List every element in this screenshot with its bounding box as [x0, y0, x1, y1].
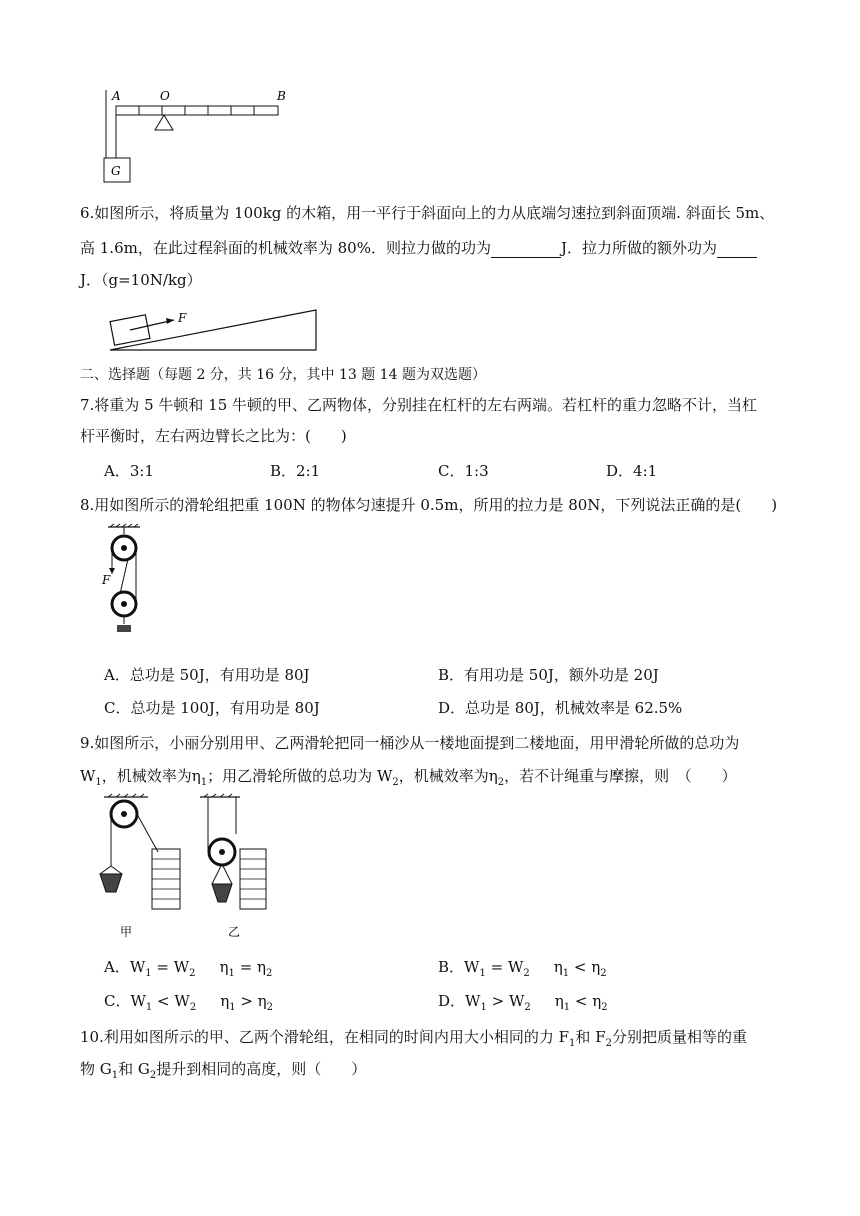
q8-option-b[interactable]: B．有用功是 50J，额外功是 20J — [438, 666, 659, 684]
incline-figure — [104, 306, 324, 356]
fig-label-jia: 甲 — [120, 925, 133, 939]
incline-label-f: F — [178, 311, 187, 325]
q6-line3: J．（g=10N/kg） — [80, 271, 202, 289]
lever-label-a: A — [112, 89, 121, 103]
fig-label-yi: 乙 — [228, 925, 241, 939]
q9-option-d[interactable]: D．$W_1 > W_2$ $\eta_1 < \eta_2$ — [438, 992, 608, 1013]
q6-blank-2[interactable] — [717, 241, 757, 258]
pulley-jia-yi-figure — [96, 794, 286, 944]
lever-label-g: G — [111, 164, 121, 178]
q8-line1: 8.用如图所示的滑轮组把重 100N 的物体匀速提升 0.5m，所用的拉力是 80N，下列说法正确的是( ) — [80, 496, 778, 514]
lever-label-o: O — [160, 89, 170, 103]
q8-option-d[interactable]: D．总功是 80J，机械效率是 62.5% — [438, 699, 683, 717]
section2-heading: 二、选择题（每题 2 分，共 16 分，其中 13 题 14 题为双选题） — [80, 367, 486, 383]
q9-option-c[interactable]: C．$W_1 < W_2$ $\eta_1 > \eta_2$ — [104, 992, 274, 1013]
q7-option-c[interactable]: C．1:3 — [438, 462, 489, 480]
q9-option-a[interactable]: A．$W_1 = W_2$ $\eta_1 = \eta_2$ — [104, 958, 273, 979]
q10-line2: 物 $G_1$和 $G_2$提升到相同的高度，则（ ） — [80, 1060, 367, 1081]
q10-line1: 10.利用如图所示的甲、乙两个滑轮组，在相同的时间内用大小相同的力 $F_1$和 $F_2$分别把质量相等的重 — [80, 1028, 747, 1049]
pulley-block-figure — [100, 524, 160, 644]
lever-label-b: B — [277, 89, 286, 103]
q7-line2: 杆平衡时，左右两边臂长之比为：( ) — [80, 427, 347, 445]
q6-line2: 高 1.6m，在此过程斜面的机械效率为 80%．则拉力做的功为 J．拉力所做的额外功为 — [80, 238, 757, 258]
q8-option-c[interactable]: C．总功是 100J，有用功是 80J — [104, 699, 320, 717]
q6-line1: 6.如图所示，将质量为 100kg 的木箱，用一平行于斜面向上的力从底端匀速拉到斜面顶端. 斜面长 5m、 — [80, 204, 775, 222]
pulley-label-f: F — [102, 573, 111, 587]
q7-option-d[interactable]: D．4:1 — [606, 462, 658, 480]
q6-blank-1[interactable] — [491, 241, 561, 258]
q8-option-a[interactable]: A．总功是 50J，有用功是 80J — [104, 666, 310, 684]
q9-line2: $W_1$，机械效率为$\eta_1$；用乙滑轮所做的总功为 $W_2$，机械效率为$\eta_2$，若不计绳重与摩擦，则 （ ） — [80, 767, 737, 788]
q7-line1: 7.将重为 5 牛顿和 15 牛顿的甲、乙两物体，分别挂在杠杆的左右两端。若杠杆的重力忽略不计，当杠 — [80, 396, 758, 414]
q7-option-a[interactable]: A．3:1 — [104, 462, 154, 480]
q7-option-b[interactable]: B．2:1 — [270, 462, 321, 480]
q9-line1: 9.如图所示，小丽分别用甲、乙两滑轮把同一桶沙从一楼地面提到二楼地面，用甲滑轮所做的总功为 — [80, 734, 740, 752]
lever-figure — [96, 88, 306, 188]
q9-option-b[interactable]: B．$W_1 = W_2$ $\eta_1 < \eta_2$ — [438, 958, 607, 979]
